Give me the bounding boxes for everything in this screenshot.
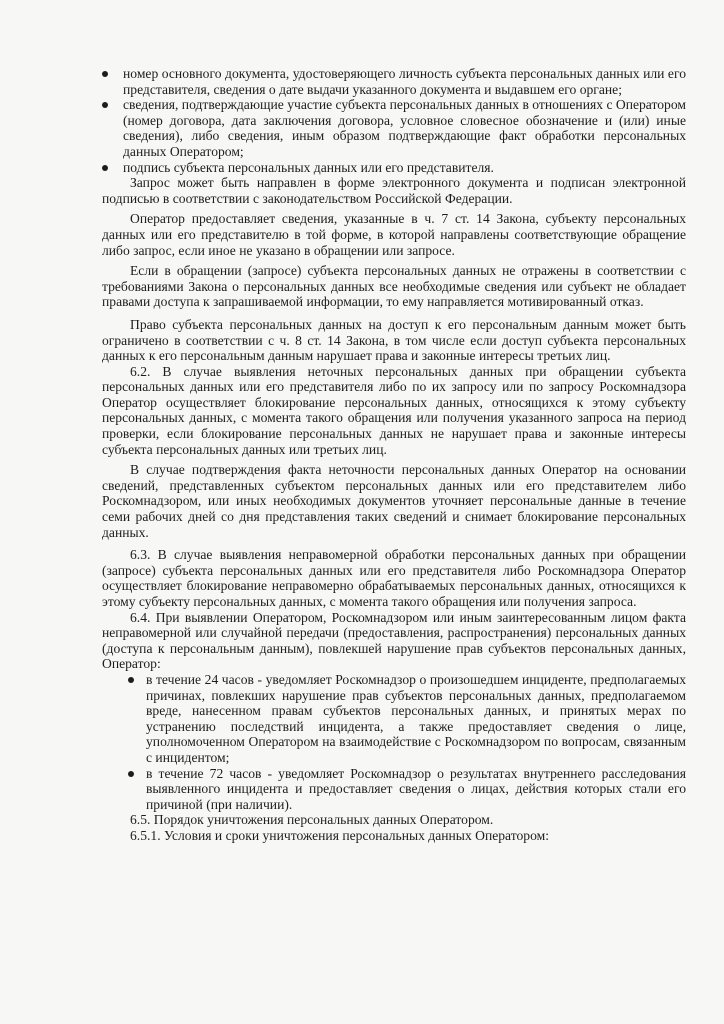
section-heading-6-5: 6.5. Порядок уничтожения персональных данных Оператором. [130, 812, 494, 828]
list-item: в течение 24 часов - уведомляет Роскомнадзор о произошедшем инциденте, предполагаемых причинах, повлекших нарушение прав субъектов персональных данных, предполагаемом вреде, нанесенном правам субъектов персональных данных, и принятых мерах по устранению последствий инцидента, а также предоставляет сведения о лице, уполномоченном Оператором на взаимодействие с Роскомнадзором по вопросам, связанным с инцидентом; [104, 672, 686, 766]
paragraph-6-2: 6.2. В случае выявления неточных персональных данных при обращении субъекта персональных данных или его представителя либо по их запросу или по запросу Роскомнадзора Оператор осуществляет блокирование персональных данных, относящихся к этому субъекту персональных данных, с момента такого обращения или получения указанного запроса на период проверки, если блокирование персональных данных не нарушает права и законные интересы субъекта персональных данных или третьих лиц. [102, 363, 686, 457]
bullet-list-incident-actions [136, 672, 686, 812]
paragraph: Право субъекта персональных данных на доступ к его персональным данным может быть ограничено в соответствии с ч. 8 ст. 14 Закона, в том числе если доступ субъекта персональных данных к его персональным данным нарушает права и законные интересы третьих лиц. [102, 316, 686, 364]
list-item: номер основного документа, удостоверяющего личность субъекта персональных данных или его представителя, сведения о дате выдачи указанного документа и выдавшем его органе; [70, 66, 686, 97]
paragraph-6-3: 6.3. В случае выявления неправомерной обработки персональных данных при обращении (запросе) субъекта персональных данных или его представителя либо Роскомнадзора Оператор осуществляет блокирование неправомерно обрабатываемых персональных данных, относящихся к этому субъекту персональных данных, с момента такого обращения или получения запроса. [102, 547, 686, 609]
paragraph: Если в обращении (запросе) субъекта персональных данных не отражены в соответствии с требованиями Закона о персональных данных все необходимые сведения или субъект не обладает правами доступа к запрашиваемой информации, то ему направляется мотивированный отказ. [102, 263, 686, 310]
bullet-list-request-contents [102, 66, 686, 175]
list-item: сведения, подтверждающие участие субъекта персональных данных в отношениях с Оператором (номер договора, дата заключения договора, условное словесное обозначение и (или) иные сведения), либо сведения, иным образом подтверждающие факт обработки персональных данных Оператором; [70, 97, 686, 159]
list-item: подпись субъекта персональных данных или его представителя. [70, 160, 686, 176]
section-heading-6-5-1: 6.5.1. Условия и сроки уничтожения персональных данных Оператором: [130, 827, 550, 843]
paragraph: В случае подтверждения факта неточности персональных данных Оператор на основании сведений, представленных субъектом персональных данных или его представителем либо Роскомнадзором, или иных необходимых документов уточняет персональные данные в течение семи рабочих дней со дня представления таких сведений и снимает блокирование персональных данных. [102, 462, 686, 540]
paragraph-6-4: 6.4. При выявлении Оператором, Роскомнадзором или иным заинтересованным лицом факта неправомерной или случайной передачи (предоставления, распространения) персональных данных (доступа к персональным данным), повлекшей нарушение прав субъектов персональных данных, Оператор: [102, 609, 686, 672]
paragraph: Запрос может быть направлен в форме электронного документа и подписан электронной подписью в соответствии с законодательством Российской Федерации. [102, 175, 686, 206]
paragraph: Оператор предоставляет сведения, указанные в ч. 7 ст. 14 Закона, субъекту персональных данных или его представителю в той форме, в которой направлены соответствующие обращение либо запрос, если иное не указано в обращении или запросе. [102, 211, 686, 258]
list-item: в течение 72 часов - уведомляет Роскомнадзор о результатах внутреннего расследования выявленного инцидента и предоставляет сведения о лицах, действия которых стали его причиной (при наличии). [104, 766, 686, 813]
